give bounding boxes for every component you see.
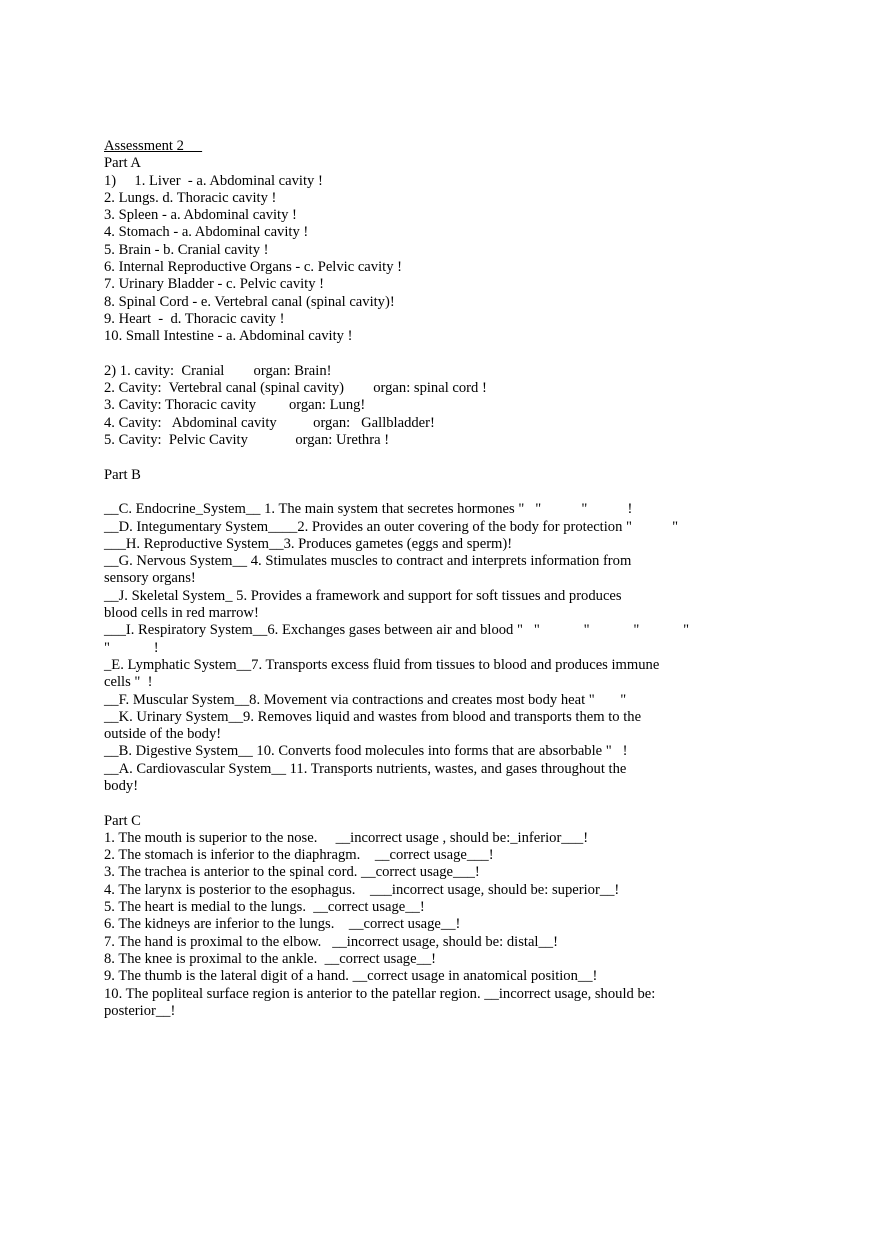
text-line: cells " ! [104, 674, 153, 691]
text-line: 2. Cavity: Vertebral canal (spinal cavity) organ: spinal cord ! [104, 380, 487, 397]
blank-line [104, 484, 794, 501]
text-line: 2. The stomach is inferior to the diaphragm. __correct usage___! [104, 847, 494, 864]
text-line: 4. Cavity: Abdominal cavity organ: Gallbladder! [104, 414, 435, 431]
text-line: 9. Heart - d. Thoracic cavity ! [104, 310, 285, 327]
text-line: 5. The heart is medial to the lungs. __correct usage__! [104, 899, 425, 916]
blank-line [104, 449, 794, 466]
text-line: 5. Cavity: Pelvic Cavity organ: Urethra ! [104, 432, 390, 449]
part-c-heading: Part C [104, 812, 141, 829]
text-line: body! [104, 777, 139, 794]
text-line: " ! [104, 639, 159, 656]
text-line: 4. Stomach - a. Abdominal cavity ! [104, 224, 309, 241]
text-line: 3. The trachea is anterior to the spinal cord. __correct usage___! [104, 864, 480, 881]
text-line: 9. The thumb is the lateral digit of a hand. __correct usage in anatomical position__! [104, 968, 598, 985]
blank-line [104, 795, 794, 812]
text-line: __A. Cardiovascular System__ 11. Transports nutrients, wastes, and gases throughout the [104, 760, 627, 777]
part-b-matching [104, 501, 794, 795]
text-line: blood cells in red marrow! [104, 605, 259, 622]
part-c-statements [104, 830, 794, 1020]
text-line: __C. Endocrine_System__ 1. The main system that secretes hormones " " " ! [104, 501, 633, 518]
text-line: 10. Small Intestine - a. Abdominal cavity ! [104, 328, 353, 345]
text-line: __D. Integumentary System____2. Provides an outer covering of the body for protection " " [104, 518, 679, 535]
text-line: __B. Digestive System__ 10. Converts food molecules into forms that are absorbable " ! [104, 743, 628, 760]
assessment-text [104, 138, 794, 1020]
text-line: 8. Spinal Cord - e. Vertebral canal (spinal cavity)! [104, 293, 395, 310]
text-line: 6. The kidneys are inferior to the lungs. __correct usage__! [104, 916, 461, 933]
text-line: 8. The knee is proximal to the ankle. __correct usage__! [104, 950, 437, 967]
text-line: ___I. Respiratory System__6. Exchanges gases between air and blood " " " " " [104, 622, 690, 639]
text-line: 4. The larynx is posterior to the esophagus. ___incorrect usage, should be: superior__! [104, 881, 620, 898]
text-line: sensory organs! [104, 570, 196, 587]
text-line: ___H. Reproductive System__3. Produces gametes (eggs and sperm)! [104, 535, 513, 552]
part-a-question-1 [104, 173, 794, 346]
text-line: __J. Skeletal System_ 5. Provides a framework and support for soft tissues and produces [104, 587, 622, 604]
text-line: __K. Urinary System__9. Removes liquid and wastes from blood and transports them to the [104, 708, 642, 725]
part-a-question-2 [104, 363, 794, 449]
blank-line [104, 346, 794, 363]
text-line: __F. Muscular System__8. Movement via contractions and creates most body heat " " [104, 691, 627, 708]
text-line: 1) 1. Liver - a. Abdominal cavity ! [104, 172, 323, 189]
text-line: 5. Brain - b. Cranial cavity ! [104, 241, 269, 258]
text-line: 3. Cavity: Thoracic cavity organ: Lung! [104, 397, 366, 414]
text-line: __G. Nervous System__ 4. Stimulates muscles to contract and interprets information from [104, 553, 632, 570]
document-title: Assessment 2 [104, 138, 203, 154]
text-line: 3. Spleen - a. Abdominal cavity ! [104, 207, 297, 224]
text-line: 1. The mouth is superior to the nose. __incorrect usage , should be:_inferior___! [104, 829, 589, 846]
text-line: outside of the body! [104, 726, 222, 743]
text-line: 7. The hand is proximal to the elbow. __incorrect usage, should be: distal__! [104, 933, 558, 950]
part-b-heading: Part B [104, 466, 141, 483]
part-a-heading: Part A [104, 155, 141, 172]
text-line: 7. Urinary Bladder - c. Pelvic cavity ! [104, 276, 325, 293]
text-line: _E. Lymphatic System__7. Transports excess fluid from tissues to blood and produces immune [104, 656, 660, 673]
text-line: 2) 1. cavity: Cranial organ: Brain! [104, 362, 332, 379]
text-line: 6. Internal Reproductive Organs - c. Pelvic cavity ! [104, 259, 402, 276]
text-line: 2. Lungs. d. Thoracic cavity ! [104, 189, 277, 206]
text-line: 10. The popliteal surface region is anterior to the patellar region. __incorrect usage, should be: [104, 985, 656, 1002]
text-line: posterior__! [104, 1002, 176, 1019]
